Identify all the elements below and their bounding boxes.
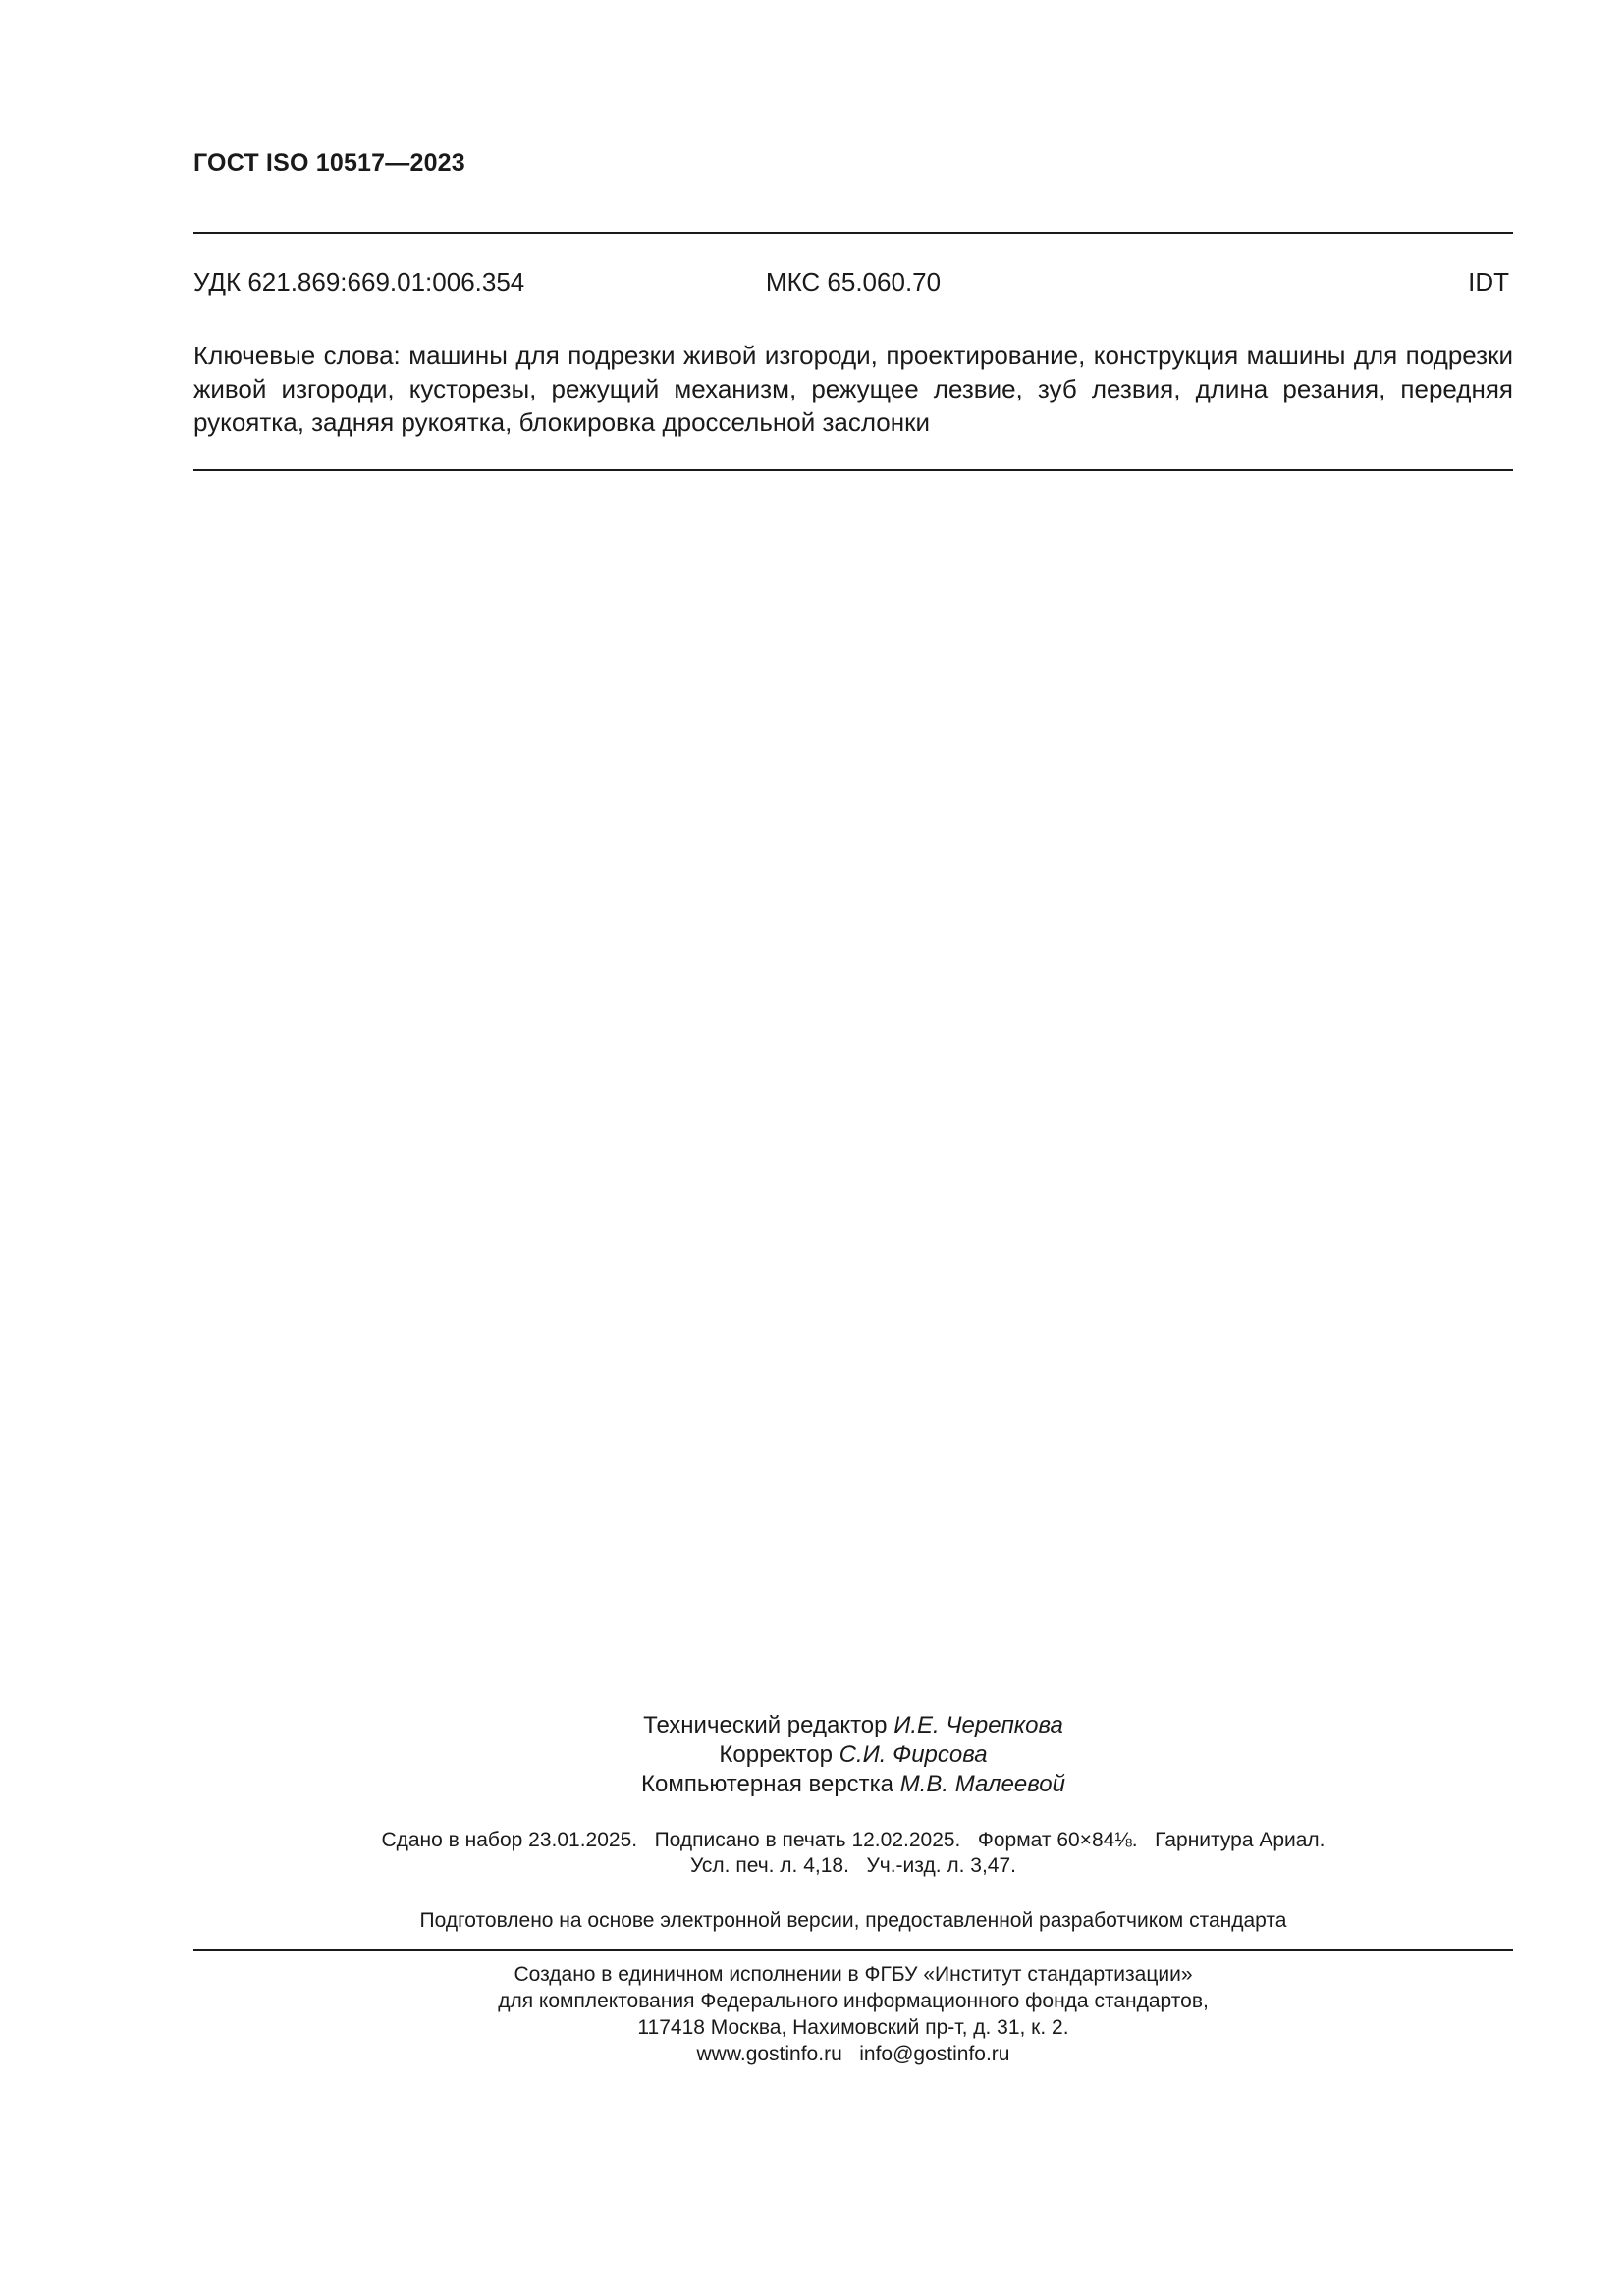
editorial-credits [193, 1711, 1513, 1799]
print-details [193, 1828, 1513, 1879]
idt-marker: IDT [1468, 267, 1509, 296]
print-details-line-2: Усл. печ. л. 4,18. Уч.-изд. л. 3,47. [689, 1854, 1016, 1877]
publisher-info [193, 1961, 1513, 2067]
udk-code: УДК 621.869:669.01:006.354 [193, 267, 525, 296]
publisher-line-1: Создано в единичном исполнении в ФГБУ «Институт стандартизации» [514, 1963, 1193, 1986]
footer-divider [193, 1949, 1513, 1951]
classification-codes [193, 267, 1513, 298]
tech-editor-line [193, 1711, 1513, 1740]
print-details-line-1: Сдано в набор 23.01.2025. Подписано в печать 12.02.2025. Формат 60×84⅛. Гарнитура Ариал. [381, 1829, 1326, 1851]
keywords-paragraph: Ключевые слова: машины для подрезки живой изгороди, проектирование, конструкция машины для подрезки живой изгороди, кусторезы, режущий механизм, режущее лезвие, зуб лезвия, длина резания, передняя рукоятка, задняя рукоятка, блокировка дроссельной заслонки [193, 341, 1513, 437]
prepared-note: Подготовлено на основе электронной версии, предоставленной разработчиком стандарта [419, 1909, 1287, 1932]
keywords-divider [193, 469, 1513, 471]
standard-identifier: ГОСТ ISO 10517—2023 [193, 149, 465, 177]
corrector-name: С.И. Фирсова [839, 1741, 988, 1768]
mks-code: МКС 65.060.70 [765, 267, 942, 296]
corrector-label: Корректор [719, 1741, 833, 1768]
layout-line [193, 1770, 1513, 1799]
publisher-contacts: www.gostinfo.ru info@gostinfo.ru [696, 2043, 1010, 2065]
corrector-line [193, 1740, 1513, 1770]
publisher-line-2: для комплектования Федерального информационного фонда стандартов, [498, 1990, 1209, 2012]
publisher-address: 117418 Москва, Нахимовский пр-т, д. 31, к. 2. [637, 2016, 1069, 2039]
layout-label: Компьютерная верстка [641, 1771, 894, 1797]
top-divider [193, 232, 1513, 234]
layout-name: М.В. Малеевой [899, 1771, 1065, 1797]
tech-editor-label: Технический редактор [643, 1712, 888, 1738]
tech-editor-name: И.Е. Черепкова [893, 1712, 1063, 1738]
